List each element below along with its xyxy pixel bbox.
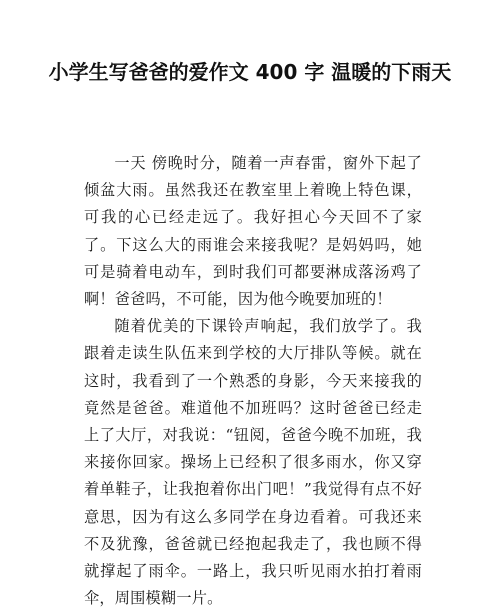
paragraph-2: 随着优美的下课铃声响起，我们放学了。我跟着走读生队伍来到学校的大厅排队等候。就在这时，我看到了一个熟悉的身影，今天来接我的竟然是爸爸。难道他不加班吗？这时爸爸已经走上了大厅，对我说：“钮阅，爸爸今晚不加班，我来接你回家。操场上已经积了很多雨水，你又穿着单鞋子，让我抱着你出门吧！”我觉得有点不好意思，因为有这么多同学在身边看着。可我还来不及犹豫，爸爸就已经抱起我走了，我也顾不得就撑起了雨伞。一路上，我只听见雨水拍打着雨伞，周围模糊一片。 — [84, 317, 422, 608]
article-title: 小学生写爸爸的爱作文 400 字 温暖的下雨天 — [48, 60, 452, 84]
article-body — [84, 150, 422, 612]
paragraph-1: 一天 傍晚时分，随着一声春雷，窗外下起了倾盆大雨。虽然我还在教室里上着晚上特色课，可我的心已经走远了。我好担心今天回不了家了。下这么大的雨谁会来接我呢？是妈妈吗，她可是骑着电动车，到时我们可都要淋成落汤鸡了啊！爸爸吗，不可能，因为他今晚要加班的！ — [84, 154, 422, 309]
